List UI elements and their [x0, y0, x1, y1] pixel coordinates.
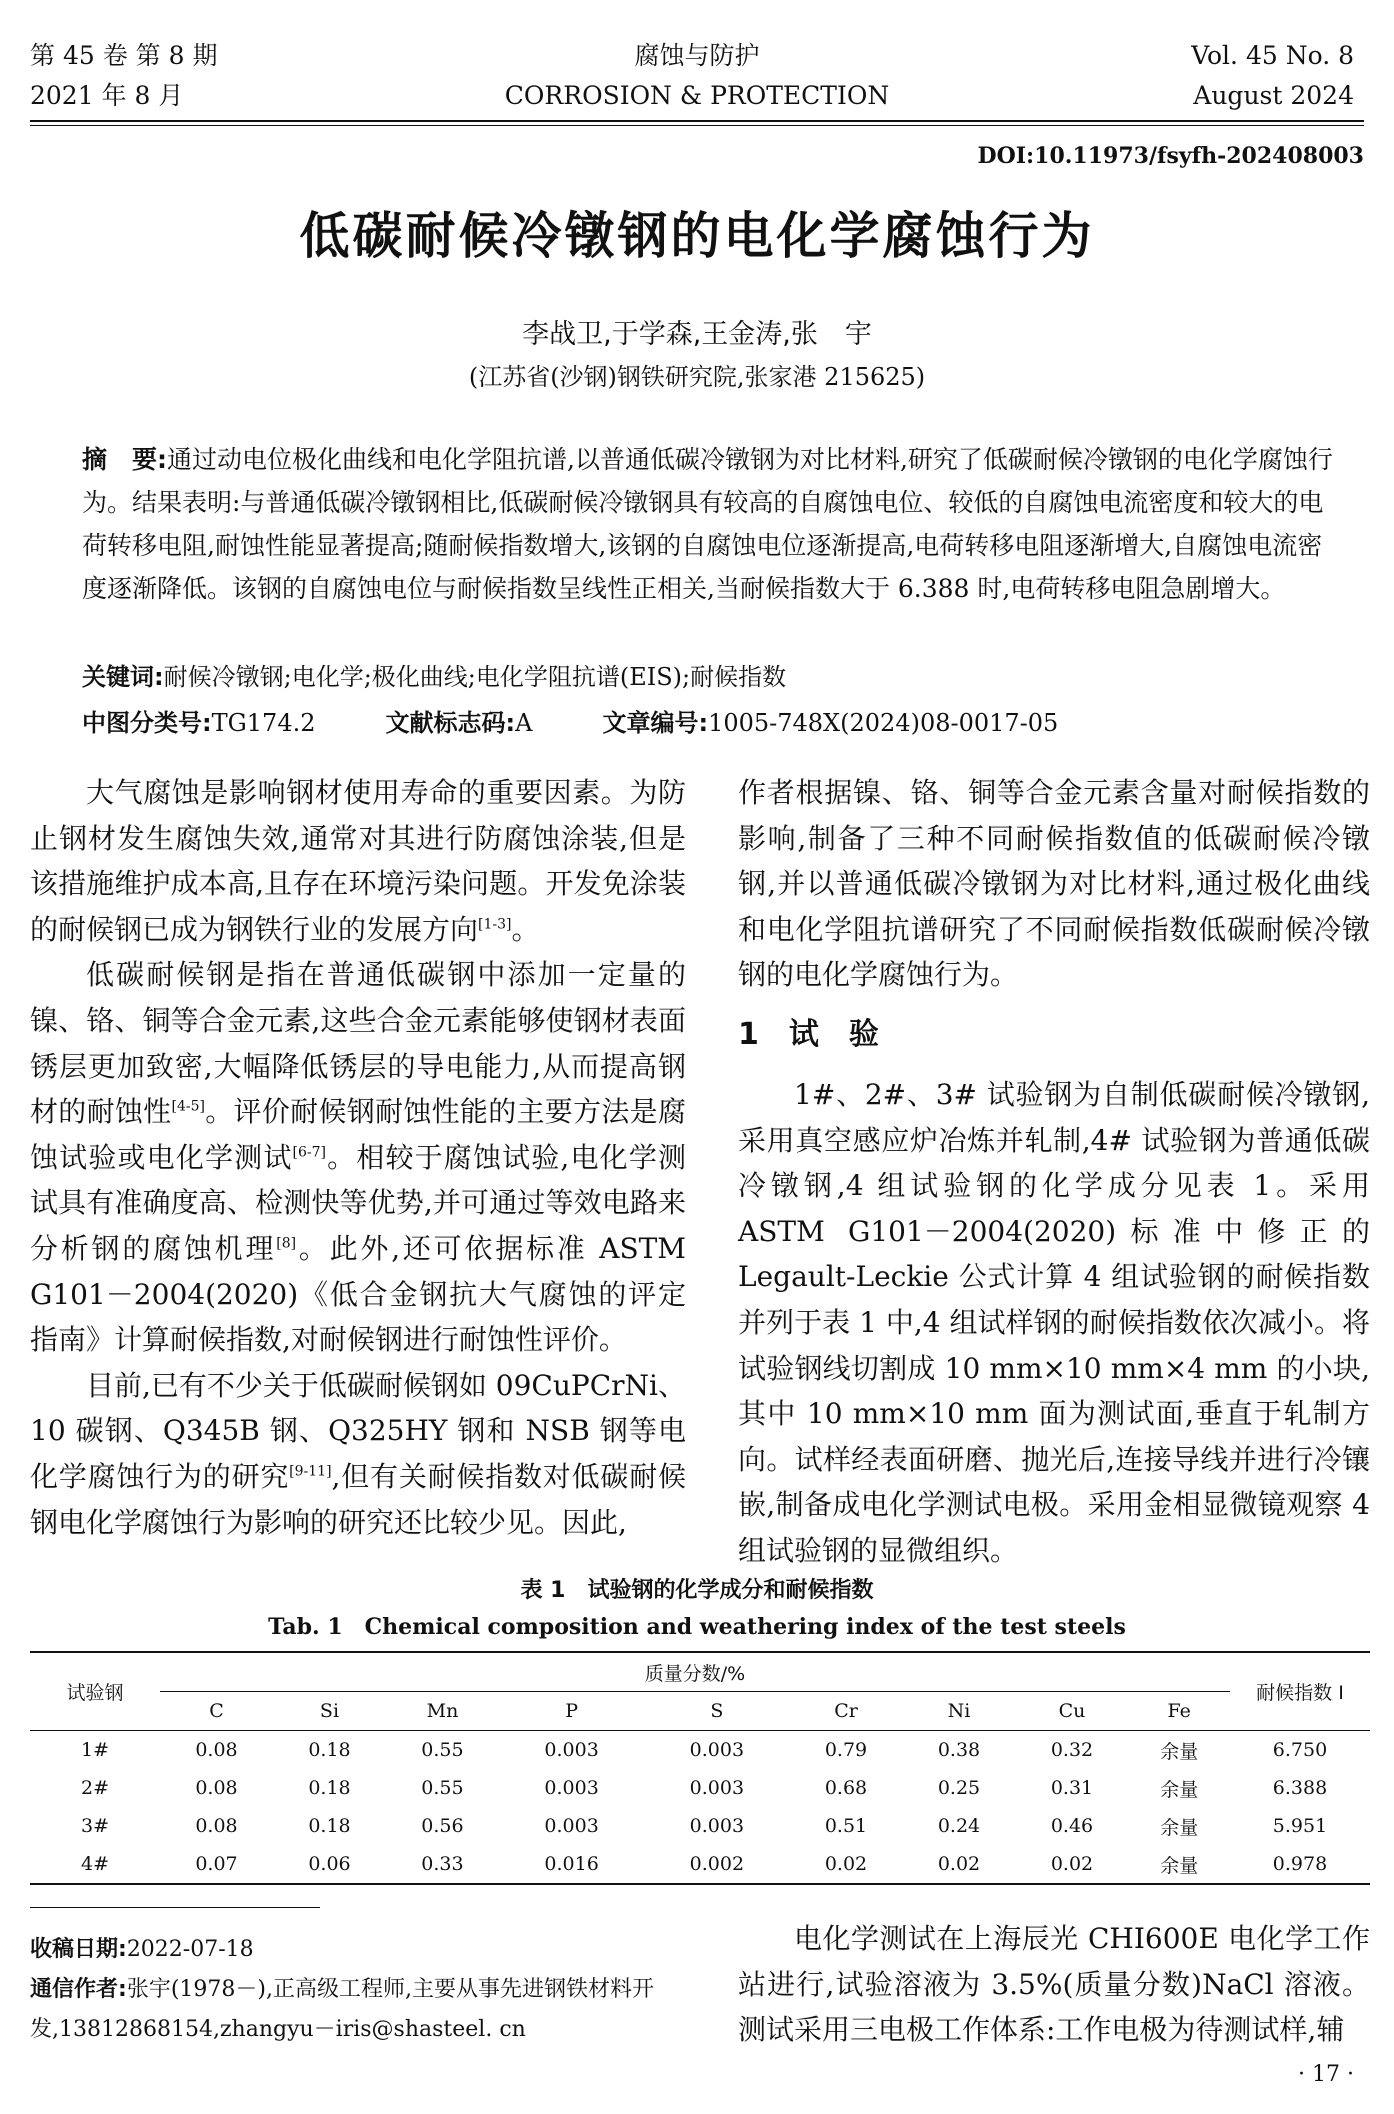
col-element: S — [644, 1692, 789, 1731]
table-cell: 0.56 — [421, 1815, 464, 1837]
keywords-text: 耐候冷镦钢;电化学;极化曲线;电化学阻抗谱(EIS);耐候指数 — [163, 663, 787, 691]
volume-issue-en: Vol. 45 No. 8 — [1191, 41, 1354, 70]
table-cell: 0.978 — [1230, 1845, 1370, 1884]
table-cell: 0.02 — [1015, 1845, 1128, 1884]
issue-date: 2021 年 8 月 — [30, 81, 184, 110]
table-cell: 0.003 — [544, 1739, 599, 1761]
table-cell: 0.55 — [421, 1777, 464, 1799]
text: 。此外,还可依据标准 ASTM G101－2004(2020)《低合金钢抗大气腐蚀的评定指南》计算耐候指数,对耐候钢进行耐蚀性评价。 — [30, 1231, 686, 1357]
clc-value: TG174.2 — [211, 709, 316, 737]
affiliation: (江苏省(沙钢)钢铁研究院,张家港 215625) — [468, 363, 926, 391]
table-cell: 3# — [80, 1815, 109, 1837]
table-cell: 2# — [80, 1777, 109, 1799]
table-cell: 0.79 — [824, 1739, 868, 1761]
paragraph — [30, 770, 686, 952]
received-date — [30, 1930, 690, 1970]
table-cell: 5.951 — [1272, 1815, 1328, 1837]
table-cell: 0.003 — [689, 1815, 745, 1837]
table-cell: 0.32 — [1050, 1739, 1094, 1761]
section-heading: 1 试 验 — [738, 1016, 879, 1052]
article-no-label: 文章编号: — [602, 709, 709, 737]
table-cell: 0.003 — [544, 1815, 599, 1837]
table-cell: 4# — [30, 1845, 160, 1884]
composition-table — [30, 1651, 1370, 1885]
paragraph — [30, 952, 686, 1362]
author-value: 张宇(1978－),正高级工程师,主要从事先进钢铁材料开发,13812868154,zhangyu－iris@shasteel. cn — [30, 1977, 654, 2042]
table-caption-cn: 表 1 试验钢的化学成分和耐候指数 — [520, 1578, 874, 1603]
text: 目前,已有不少关于低碳耐候钢如 09CuPCrNi、10 碳钢、Q345B 钢、Q325HY 钢和 NSB 钢等电化学腐蚀行为的研究 — [30, 1368, 686, 1493]
table-cell: 0.02 — [903, 1845, 1016, 1884]
col-element: Fe — [1128, 1692, 1230, 1731]
table-cell: 0.24 — [937, 1815, 981, 1837]
paragraph: 1#、2#、3# 试验钢为自制低碳耐候冷镦钢,采用真空感应炉冶炼并轧制,4# 试验钢为普通低碳冷镦钢,4 组试验钢的化学成分见表 1。采用 ASTM G101－2004(2020)标准中修正的 Legault-Leckie 公式计算 4 组试验钢的耐候指数并列于表 1 中,4 组试样钢的耐候指数依次减小。将试验钢线切割成 10 mm×10 mm×4 mm 的小块,其中 10 mm×10 mm 面为测试面,垂直于轧制方向。试样经表面研磨、抛光后,连接导线并进行冷镶嵌,制备成电化学测试电极。采用金相显微镜观察 4 组试验钢的显微组织。 — [738, 1077, 1370, 1567]
text: 低碳耐候钢是指在普通低碳钢中添加一定量的镍、铬、铜等合金元素,这些合金元素能够使钢材表面锈层更加致密,大幅降低锈层的导电能力,从而提高钢材的耐蚀性 — [30, 958, 686, 1129]
table-cell: 余量 — [1128, 1845, 1230, 1884]
header-rule — [30, 120, 1364, 122]
table-cell: 0.25 — [937, 1777, 981, 1799]
table-cell: 余量 — [1160, 1740, 1199, 1763]
col-element: Mn — [386, 1692, 499, 1731]
page-number: · 17 · — [1298, 2062, 1354, 2087]
table-row — [30, 1845, 1370, 1884]
authors: 李战卫,于学森,王金涛,张 宇 — [522, 319, 872, 350]
table-cell: 0.18 — [308, 1777, 351, 1799]
classification — [82, 704, 1342, 742]
table-cell: 0.18 — [308, 1815, 351, 1837]
received-label: 收稿日期: — [30, 1937, 127, 1962]
table-cell: 0.002 — [644, 1845, 789, 1884]
col-element: C — [160, 1692, 273, 1731]
table-cell: 0.02 — [790, 1845, 903, 1884]
clc-label: 中图分类号: — [82, 709, 212, 737]
table-cell: 余量 — [1160, 1778, 1199, 1801]
table-cell: 0.08 — [195, 1739, 238, 1761]
header-rule-thin — [30, 125, 1364, 126]
table-cell: 0.08 — [195, 1777, 238, 1799]
table-cell: 0.46 — [1050, 1815, 1094, 1837]
table-cell: 0.003 — [689, 1777, 745, 1799]
table-row — [30, 1731, 1370, 1770]
table-cell: 0.003 — [689, 1739, 745, 1761]
table-body — [30, 1731, 1370, 1885]
col-mass-fraction: 质量分数/% — [160, 1652, 1230, 1692]
col-element: Ni — [903, 1692, 1016, 1731]
table-cell: 6.388 — [1272, 1777, 1328, 1799]
abstract-text: 通过动电位极化曲线和电化学阻抗谱,以普通低碳冷镦钢为对比材料,研究了低碳耐候冷镦钢的电化学腐蚀行为。结果表明:与普通低碳冷镦钢相比,低碳耐候冷镦钢具有较高的自腐蚀电位、较低的自腐蚀电流密度和较大的电荷转移电阻,耐蚀性能显著提高;随耐候指数增大,该钢的自腐蚀电位逐渐提高,电荷转移电阻逐渐增大,自腐蚀电流密度逐渐降低。该钢的自腐蚀电位与耐候指数呈线性正相关,当耐候指数大于 6.388 时,电荷转移电阻急剧增大。 — [82, 445, 1333, 603]
journal-title — [0, 36, 1394, 116]
received-value: 2022-07-18 — [126, 1937, 254, 1962]
journal-name-en: CORROSION & PROTECTION — [504, 81, 890, 110]
element-header-row — [30, 1692, 1370, 1731]
table-cell: 0.06 — [273, 1845, 386, 1884]
table-cell: 0.55 — [421, 1739, 464, 1761]
text: 。相较于腐蚀试验,电化学测试具有准确度高、检测快等优势,并可通过等效电路来分析钢的腐蚀机理 — [30, 1140, 686, 1265]
journal-issue-en — [1191, 36, 1354, 116]
citation[interactable]: [4-5] — [171, 1098, 205, 1115]
table-cell: 0.31 — [1050, 1777, 1094, 1799]
table-row — [30, 1769, 1370, 1807]
left-column — [30, 770, 686, 1545]
doc-code-label: 文献标志码: — [385, 709, 516, 737]
table-cell: 6.750 — [1272, 1739, 1328, 1761]
keywords — [82, 658, 1342, 696]
text: 大气腐蚀是影响钢材使用寿命的重要因素。为防止钢材发生腐蚀失效,通常对其进行防腐蚀涂装,但是该措施维护成本高,且存在环境污染问题。开发免涂装的耐候钢已成为钢铁行业的发展方向 — [30, 776, 686, 946]
table-cell: 0.68 — [824, 1777, 868, 1799]
right-column — [738, 770, 1370, 1574]
col-element: Cu — [1015, 1692, 1128, 1731]
citation[interactable]: [6-7] — [292, 1144, 326, 1161]
volume-issue: 第 45 卷 第 8 期 — [30, 41, 218, 70]
article-title: 低碳耐候冷镦钢的电化学腐蚀行为 — [299, 207, 1095, 265]
col-element: Si — [273, 1692, 386, 1731]
abstract-label: 摘 要: — [82, 445, 167, 474]
keywords-label: 关键词: — [82, 663, 164, 691]
citation[interactable]: [1-3] — [478, 916, 512, 933]
table-row — [30, 1807, 1370, 1845]
footnote — [30, 1930, 690, 2050]
issue-date-en: August 2024 — [1193, 81, 1354, 110]
footnote-rule — [30, 1907, 320, 1908]
text: 。评价耐候钢耐蚀性能的主要方法是腐蚀试验或电化学测试 — [30, 1095, 686, 1174]
table-cell: 1# — [80, 1739, 109, 1761]
doc-code-value: A — [515, 709, 533, 737]
table-cell: 余量 — [1160, 1816, 1199, 1839]
table-cell: 0.18 — [308, 1739, 351, 1761]
paragraph: 电化学测试在上海辰光 CHI600E 电化学工作站进行,试验溶液为 3.5%(质量分数)NaCl 溶液。测试采用三电极工作体系:工作电极为待测试样,辅 — [738, 1922, 1370, 2047]
table-cell: 0.07 — [160, 1845, 273, 1884]
col-element: P — [499, 1692, 644, 1731]
table-cell: 0.003 — [544, 1777, 599, 1799]
table-cell: 0.33 — [386, 1845, 499, 1884]
bottom-right-column — [738, 1916, 1370, 2053]
table-cell: 0.38 — [937, 1739, 981, 1761]
paragraph — [30, 1363, 686, 1545]
table-cell: 0.51 — [824, 1815, 868, 1837]
col-element: Cr — [790, 1692, 903, 1731]
col-weathering-index: 耐候指数 I — [1230, 1652, 1370, 1731]
abstract — [82, 438, 1342, 610]
paragraph: 作者根据镍、铬、铜等合金元素含量对耐候指数的影响,制备了三种不同耐候指数值的低碳耐候冷镦钢,并以普通低碳冷镦钢为对比材料,通过极化曲线和电化学阻抗谱研究了不同耐候指数低碳耐候冷镦钢的电化学腐蚀行为。 — [738, 776, 1370, 992]
corresponding-author — [30, 1970, 690, 2050]
text: 。 — [511, 912, 540, 946]
article-no-value: 1005-748X(2024)08-0017-05 — [708, 709, 1059, 737]
table-cell: 0.016 — [499, 1845, 644, 1884]
table-cell: 0.08 — [195, 1815, 238, 1837]
col-steel: 试验钢 — [30, 1652, 160, 1731]
text: ,但有关耐候指数对低碳耐候钢电化学腐蚀行为影响的研究还比较少见。因此, — [30, 1459, 686, 1539]
citation[interactable]: [8] — [276, 1235, 297, 1252]
author-label: 通信作者: — [30, 1977, 127, 2002]
table-caption-en: Tab. 1 Chemical composition and weathering index of the test steels — [268, 1614, 1126, 1640]
citation[interactable]: [9-11] — [289, 1463, 332, 1480]
doi: DOI:10.11973/fsyfh-202408003 — [977, 143, 1364, 169]
journal-name-cn: 腐蚀与防护 — [634, 41, 760, 70]
